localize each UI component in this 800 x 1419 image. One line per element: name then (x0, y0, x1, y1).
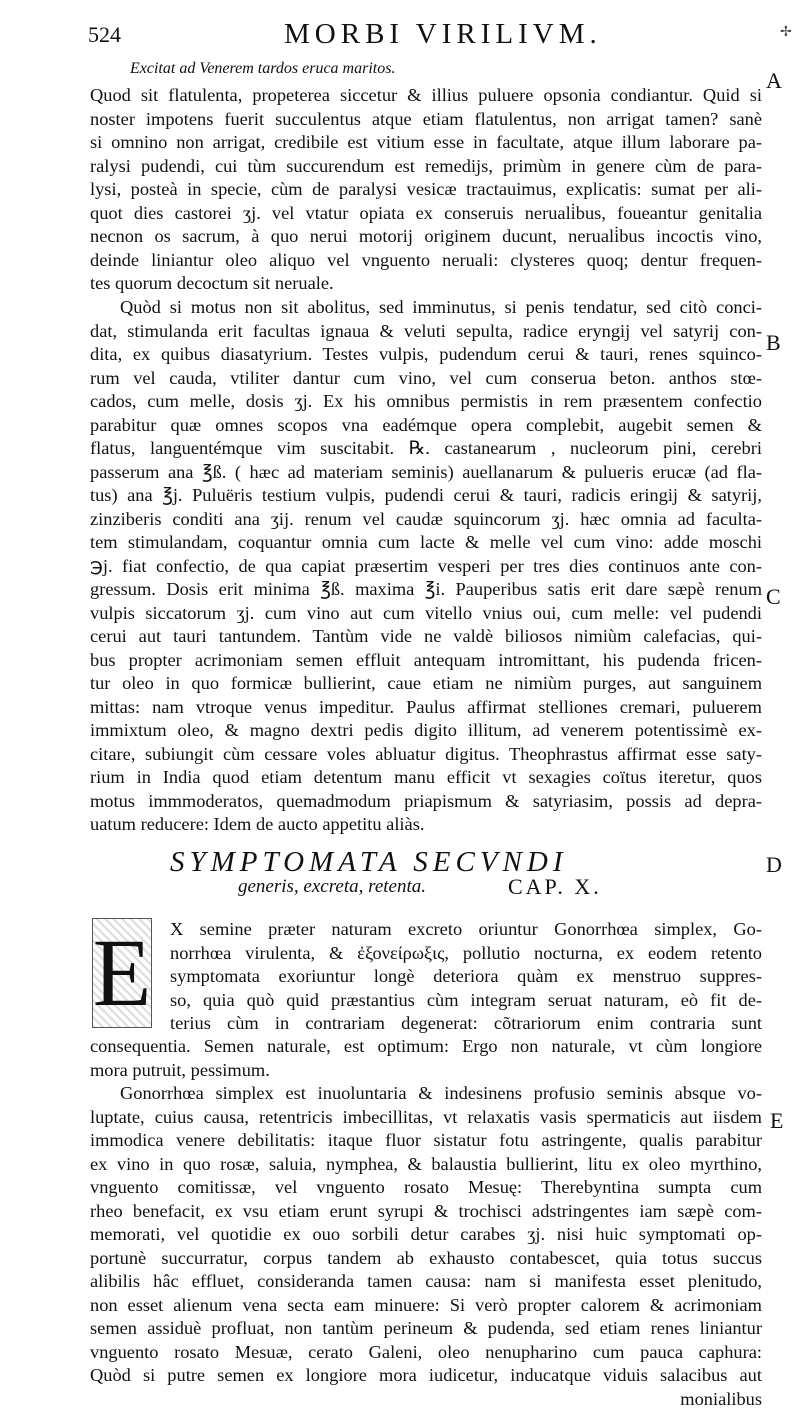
catchword: monialibus (680, 1388, 762, 1409)
text-line: symptomata exoriuntur longè deteriora quàm ex menstruo suppres- (170, 966, 762, 986)
text-line: dita, ex quibus diasatyrium. Testes vulpis, pudendum cerui & tauri, renes squinco- (90, 344, 762, 364)
text-line: ralysi pudendi, cui tùm succurendum est remedijs, primùm in genere cùm de para- (90, 155, 762, 176)
text-line: rum vel cauda, vtiliter dantur cum vino, vel cum conserua beton. anthos stœ- (90, 367, 762, 388)
text-line: vulpis siccatorum ʒj. cum vino aut cum vitello vnius oui, cum melle: vel pudendi (90, 602, 762, 623)
text-line: Quòd si putre semen ex longiore mora iudicetur, inducatque viduis salacibus aut (90, 1365, 762, 1385)
text-line: immodica venere debilitatis: itaque fluor sistatur fotu astringente, qualis parabitur (90, 1130, 762, 1150)
text-line: non esset alienum vena secta eam minuere: Si verò propter calorem & acrimoniam (90, 1294, 762, 1315)
text-line: zinziberis conditi ana ʒij. renum vel caudæ squincorum ʒj. hæc omnia ad faculta- (90, 508, 762, 529)
text-line: portunè succurratur, corpus tandem ab exhausto contabescet, quia totus succus (90, 1247, 762, 1268)
text-line: cados, cum melle, dosis ʒj. Ex his omnibus permistis in rem præsentem confectio (90, 391, 762, 411)
text-line: immixtum oleo, & magno dextri pedis digito illitum, ad venerem potentissimè ex- (90, 720, 762, 740)
text-line: tem stimulandam, coquantur omnia cum lacte & melle vel cum vino: adde moschi (90, 532, 762, 552)
chapter-title: SYMPTOMATA SECVNDI (170, 846, 568, 878)
margin-letter-e: E (770, 1108, 784, 1133)
margin-letter-c: C (766, 584, 781, 609)
running-title: MORBI VIRILIVM. (284, 18, 602, 50)
paragraph-1 (90, 84, 762, 296)
text-line: uatum reducere: Idem de aucto appetitu aliàs. (90, 814, 425, 834)
text-line: ℈j. fiat confectio, de qua capiat præsertim vesperi per tres dies continuos ante con- (90, 555, 762, 576)
text-line: semen assiduè profluat, non tantùm perineum & pudenda, sed etiam renes liniantur (90, 1318, 762, 1338)
text-line: mittas: nam vtroque venus impeditur. Paulus affirmat stelliones cremari, puluerem (90, 696, 762, 717)
text-line: Quod sit flatulenta, propeterea siccetur & illius puluere opsonia condiantur. Quid si (90, 85, 762, 105)
paragraph-2 (90, 296, 762, 837)
text-line: memorati, vel quotidie ex ouo sorbili detur carabes ʒj. nisi huic symptomati op- (90, 1224, 762, 1244)
epigraph: Excitat ad Venerem tardos eruca maritos. (130, 60, 396, 77)
text-line: passerum ana ℥ß. ( hæc ad materiam seminis) auellanarum & pulueris erucæ (ad fla- (90, 461, 762, 482)
text-line: deinde liniantur oleo aliquo vel vnguento neruali: clysteres quoq; dentur frequen- (90, 249, 762, 270)
text-line: cerui aut tauri tantundem. Tantùm vide ne valdè biliosos nimiùm calefacias, qui- (90, 626, 762, 646)
text-line: Gonorrhœa simplex est inuoluntaria & indesinens profusio seminis absque vo- (120, 1083, 762, 1103)
paragraph-4 (90, 1082, 762, 1411)
text-line: alibilis hâc effluet, consideranda tamen causa: nam si manifesta esset plenitudo, (90, 1271, 762, 1291)
text-line: luptate, cuius causa, retentricis imbecillitas, vt relaxatis vasis spermaticis aut iisdem (90, 1106, 762, 1127)
text-line: X semine præter naturam excreto oriuntur Gonorrhœa simplex, Go- (170, 919, 762, 939)
text-line: ex vino in quo rosæ, saluia, nymphea, & balaustia bullierint, litu ex oleo myrthino, (90, 1153, 762, 1174)
text-line: rium in India quod etiam detentum manu efficit vt sexagies coïtus iteretur, quos (90, 767, 762, 787)
margin-letter-a: A (766, 68, 782, 93)
text-line: tur oleo in quo formicæ bullierint, caue etiam ne nimiùm purges, aut sanguinem (90, 673, 762, 693)
text-line: vnguento comitissæ, vel vnguento rosato Mesuę: Therebyntina sumpta cum (90, 1177, 762, 1197)
chapter-subtitle: generis, excreta, retenta. (238, 876, 426, 897)
text-line: parabitur quæ omnes scopos vna eadémque opera complebit, augebit semen & (90, 414, 762, 435)
text-line: consequentia. Semen naturale, est optimum: Ergo non naturale, vt cùm longiore (90, 1036, 762, 1056)
ornament-mark: ✢ (780, 25, 792, 40)
text-line: flatus, languentémque vim suscitabit. ℞. castanearum , nucleorum pini, cerebri (90, 438, 762, 458)
text-line: mora putruit, pessimum. (90, 1059, 270, 1080)
margin-letter-b: B (766, 330, 781, 355)
text-line: bus propter acrimoniam semen effluit antequam intromittant, his pudenda fricen- (90, 649, 762, 670)
text-line: motus immmoderatos, quemadmodum priapismum & satyriasim, possis ad depra- (90, 790, 762, 811)
text-line: quot dies castorei ʒj. vel vtatur opiata ex conseruis neruali̇bus, foueantur genitalia (90, 202, 762, 223)
text-line: gressum. Dosis erit minima ℥ß. maxima ℥i. Pauperibus satis erit dare sæpè renum (90, 579, 762, 599)
page-number: 524 (88, 22, 121, 47)
margin-letter-d: D (766, 852, 782, 877)
text-line: tes quorum decoctum sit neruale. (90, 273, 334, 293)
text-line: dat, stimulanda erit facultas ignaua & veluti sepulta, radice eryngij vel satyrij con- (90, 320, 762, 341)
text-line: citare, subiungit cùm cessare voles abluatur digitus. Theophrastus affirmat esse saty- (90, 743, 762, 764)
text-line: necnon os sacrum, à quo nerui motorij originem ducunt, neruali̇bus incoctis vino, (90, 226, 762, 246)
text-line: lysi, posteà in specie, cùm de paralysi vesicæ tractauimus, explicatis: sumat per ali- (90, 179, 762, 199)
text-line: rheo benefacit, ex vsu etiam erunt syrupi & trochisci adstringentes iam sæpè com- (90, 1200, 762, 1221)
paragraph-3 (90, 1035, 762, 1082)
text-line: norrhœa virulenta, & ἐξονείρωξις, pollutio nocturna, ex eodem retento (170, 942, 762, 963)
text-line: si omnino non arrigat, credibile est vitium esse in facultate, atque illum laborare pa- (90, 132, 762, 152)
paragraph-3-dropcap-lines (170, 918, 762, 1036)
chapter-number: CAP. X. (508, 874, 602, 899)
ornamental-dropcap: E (92, 919, 152, 1026)
text-line: tus) ana ℥j. Puluëris testium vulpis, pudendi cerui & tauri, radicis eringij & satyrij, (90, 485, 762, 505)
text-line: vnguento rosato Mesuæ, cerato Galeni, oleo nenupharino cum pauca caphura: (90, 1341, 762, 1362)
text-line: terius cùm in contrariam degenerat: cõtrariorum enim contraria sunt (170, 1013, 762, 1033)
text-line: Quòd si motus non sit abolitus, sed imminutus, si penis tendatur, sed citò conci- (120, 297, 762, 317)
text-line: noster impotens fuerit succulentus atque etiam flatulentus, non arrigat tamen? sanè (90, 108, 762, 129)
text-line: so, quia quò quid præstantius cùm integram seruat naturam, eò fit de- (170, 989, 762, 1010)
